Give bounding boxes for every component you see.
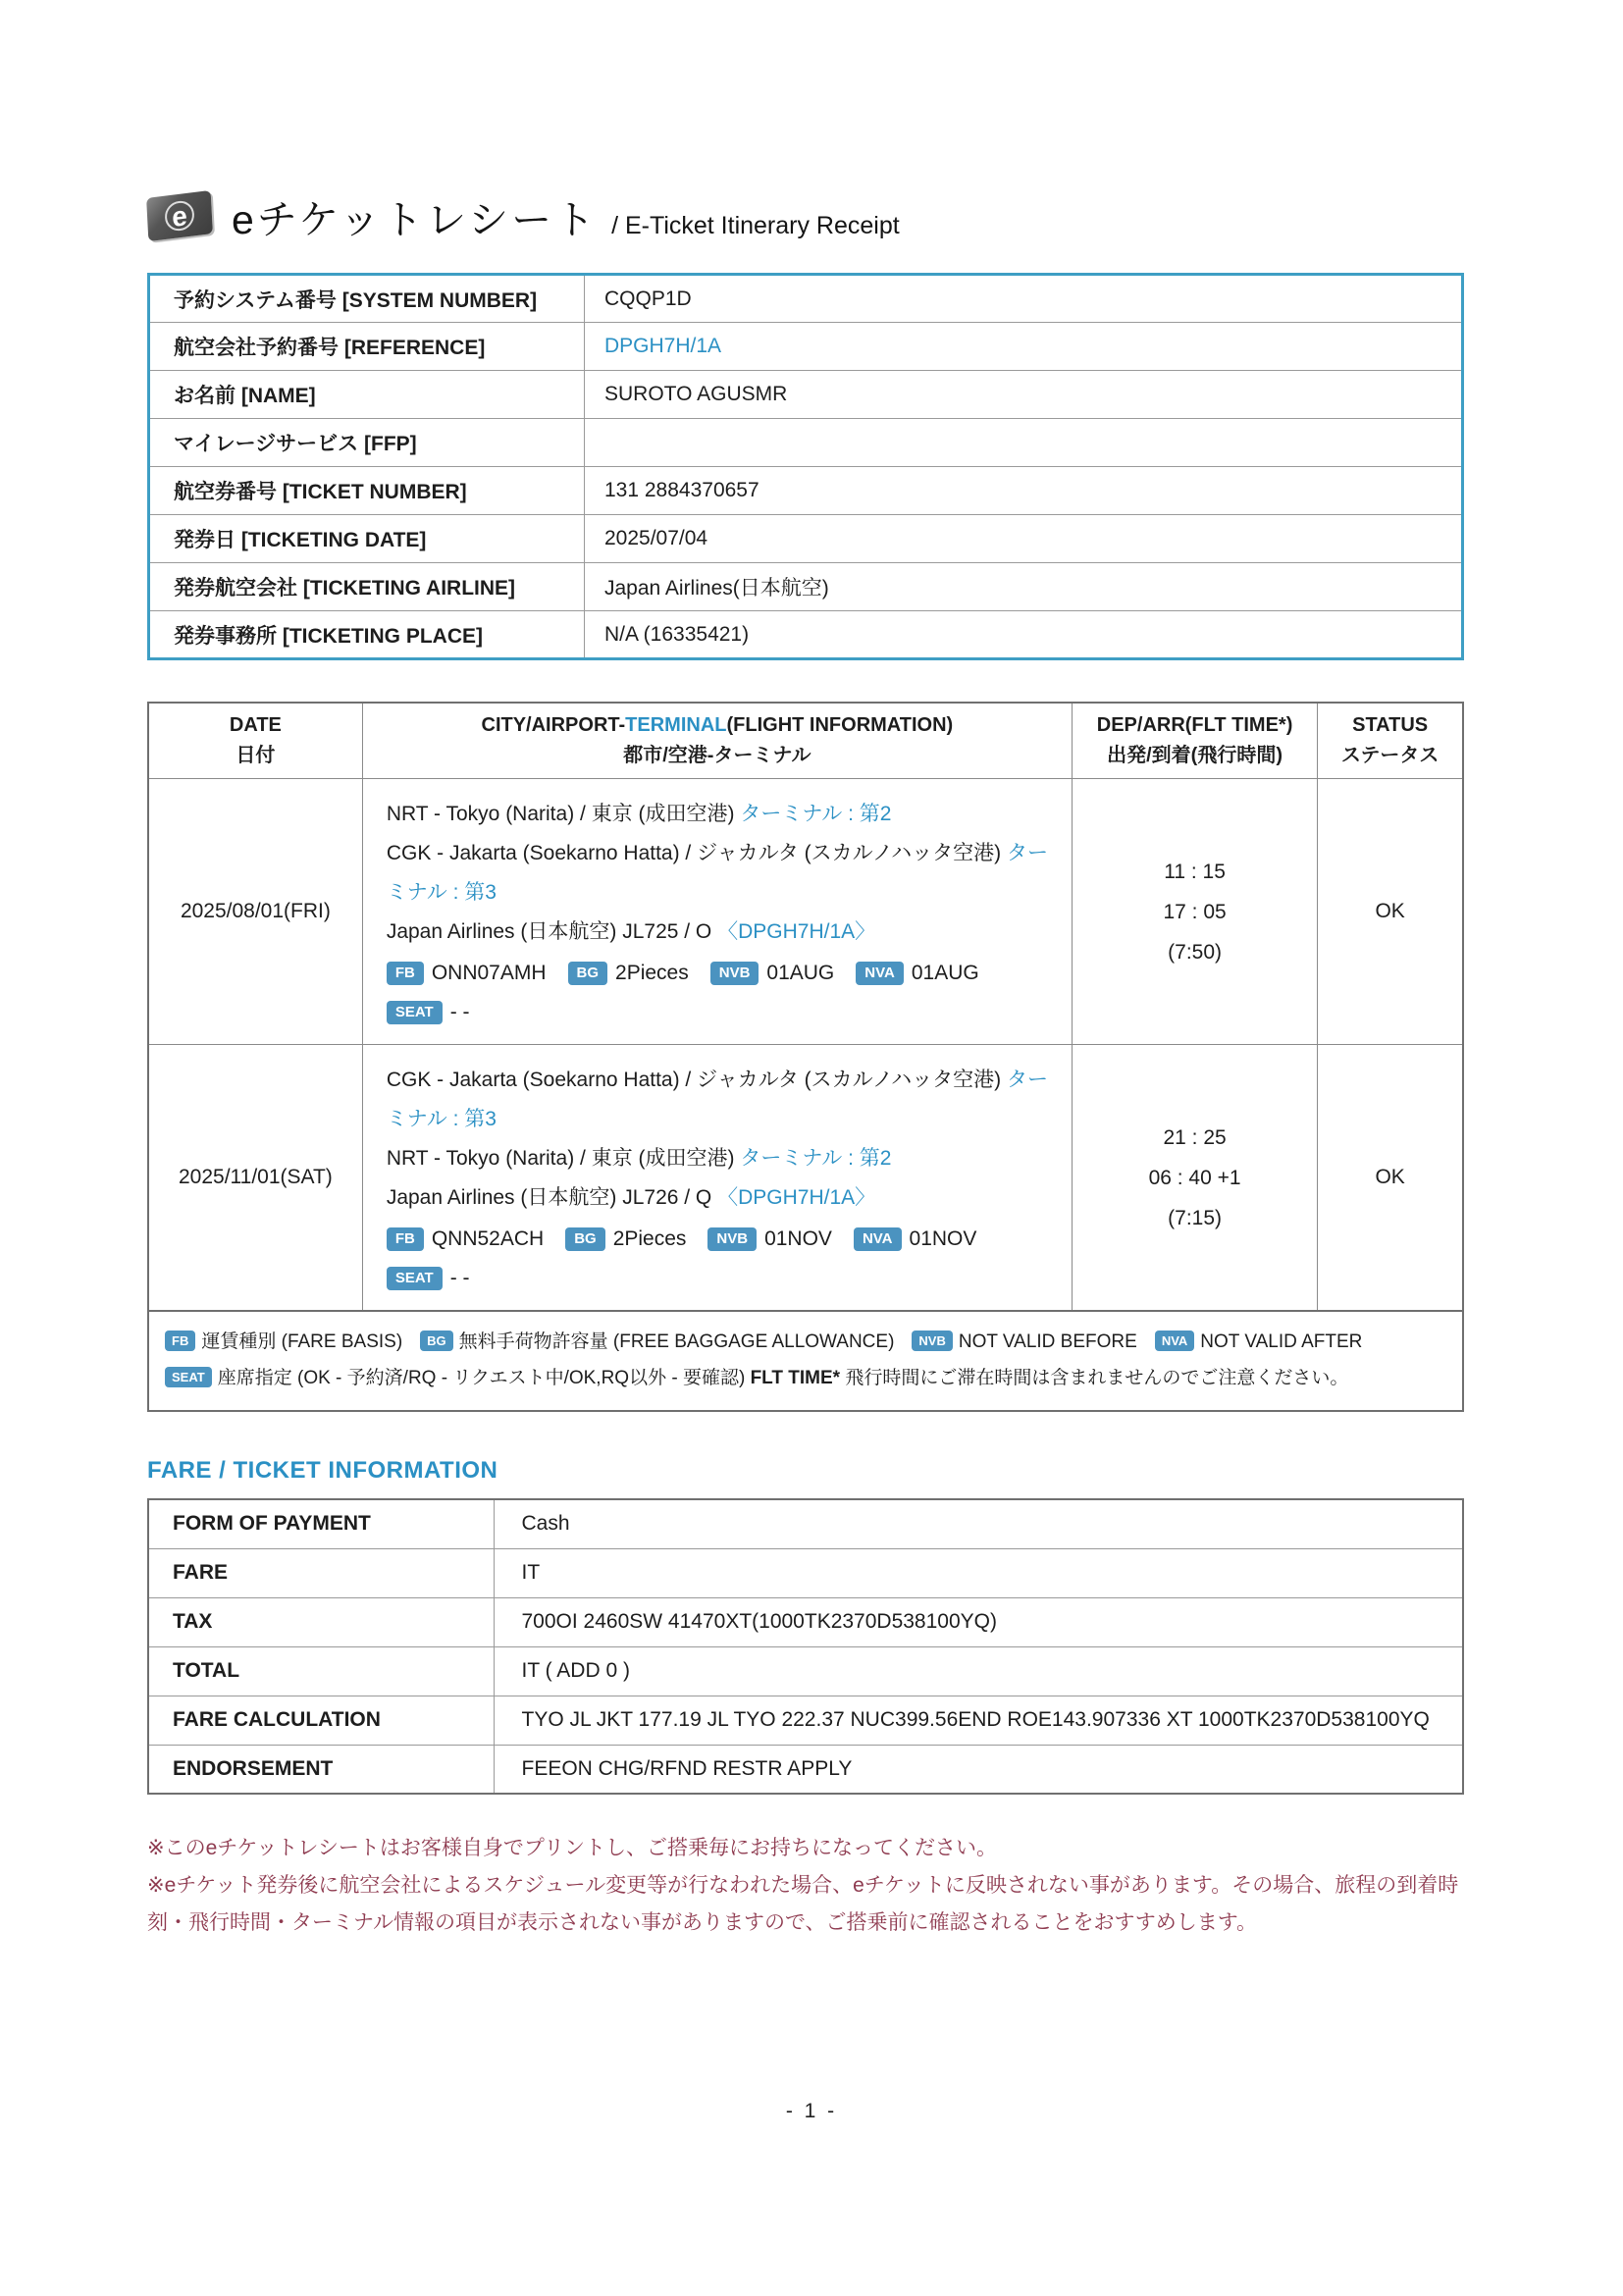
note-schedule-change: ※eチケット発券後に航空会社によるスケジュール変更等が行なわれた場合、eチケットに反映されない事があります。その場合、旅程の到着時刻・飛行時間・ターミナル情報の項目が表示されない事がありますので、ご搭乗前に確認されることをおすすめします。	[147, 1874, 1459, 1934]
note-print-reminder: ※このeチケットレシートはお客様自身でプリントし、ご搭乗毎にお持ちになってください。	[147, 1837, 998, 1859]
nva-badge: NVA	[1155, 1331, 1194, 1351]
flight-date: 2025/11/01(SAT)	[148, 1045, 362, 1312]
departure-airport-line	[387, 795, 1054, 834]
table-row	[148, 1548, 1463, 1597]
seat-badge: SEAT	[387, 1267, 443, 1290]
arrival-airport: NRT - Tokyo (Narita) / 東京 (成田空港)	[386, 1147, 741, 1170]
table-row	[149, 563, 1463, 611]
title-group	[232, 187, 900, 245]
table-row	[149, 515, 1463, 563]
status-header-en: STATUS	[1352, 714, 1429, 736]
fare-basis-value: ONN07AMH	[431, 962, 547, 984]
fare-label: FARE	[148, 1548, 494, 1597]
nvb-value: 01AUG	[766, 962, 835, 984]
bg-badge: BG	[420, 1331, 453, 1351]
date-header-en: DATE	[229, 714, 282, 736]
fare-badge-line	[387, 954, 1054, 1032]
fare-calculation-value: TYO JL JKT 177.19 JL TYO 222.37 NUC399.56END ROE143.907336 XT 1000TK2370D538100YQ	[494, 1696, 1463, 1745]
bg-legend-text: 無料手荷物許容量 (FREE BAGGAGE ALLOWANCE)	[458, 1331, 895, 1352]
endorsement-value: FEEON CHG/RFND RESTR APPLY	[521, 1756, 853, 1780]
column-header-city	[362, 703, 1072, 779]
table-row	[149, 611, 1463, 659]
departure-time: 21 : 25	[1163, 1125, 1227, 1149]
ticketing-place-label: 発券事務所 [TICKETING PLACE]	[149, 611, 585, 659]
fare-calculation-label: FARE CALCULATION	[148, 1696, 494, 1745]
ticket-number-value: 131 2884370657	[585, 467, 1463, 515]
booking-reference: 〈DPGH7H/1A〉	[717, 920, 876, 943]
endorsement-label: ENDORSEMENT	[148, 1745, 494, 1794]
arrival-terminal: ターミナル : 第2	[740, 1147, 892, 1170]
legend-line-1	[165, 1324, 1448, 1360]
table-row	[148, 1597, 1463, 1646]
flt-time-note: 飛行時間にご滞在時間は含まれませんのでご注意ください。	[840, 1368, 1349, 1388]
table-row	[149, 371, 1463, 419]
arrival-airport: CGK - Jakarta (Soekarno Hatta) / ジャカルタ (スカルノハッタ空港)	[386, 842, 1007, 864]
form-of-payment-value: Cash	[494, 1499, 1463, 1548]
ffp-label: マイレージサービス [FFP]	[149, 419, 585, 467]
fare-section-heading: FARE / TICKET INFORMATION	[147, 1457, 498, 1484]
booking-info-table	[147, 273, 1464, 660]
page-title-japanese: eチケットレシート	[232, 196, 599, 242]
nva-value: 01NOV	[909, 1227, 977, 1250]
city-header-terminal: TERMINAL	[625, 714, 727, 736]
fb-badge: FB	[387, 962, 424, 985]
important-notes	[147, 1830, 1464, 1942]
arrival-terminal: ターミナル : 第3	[386, 842, 1048, 904]
airline-flight-number: Japan Airlines (日本航空) JL726 / Q	[386, 1186, 718, 1209]
nvb-badge: NVB	[710, 962, 759, 985]
dep-header-jp: 出発/到着(飛行時間)	[1107, 745, 1283, 766]
airline-flight-line	[387, 913, 1054, 952]
seat-value: - -	[449, 1001, 470, 1023]
departure-time: 11 : 15	[1164, 860, 1226, 883]
system-number-value: CQQP1D	[585, 275, 1463, 323]
table-row	[149, 323, 1463, 371]
badge-legend	[147, 1312, 1464, 1412]
fare-basis-value: QNN52ACH	[431, 1227, 545, 1250]
departure-terminal: ターミナル : 第2	[740, 803, 892, 825]
airline-flight-number: Japan Airlines (日本航空) JL725 / O	[386, 920, 718, 943]
page-number: - 1 -	[785, 2100, 838, 2122]
flight-row-outbound	[148, 779, 1463, 1045]
page-title-english: / E-Ticket Itinerary Receipt	[611, 211, 900, 239]
arrival-time: 17 : 05	[1163, 900, 1227, 923]
page-content	[147, 0, 1464, 1942]
departure-airport: CGK - Jakarta (Soekarno Hatta) / ジャカルタ (スカルノハッタ空港)	[386, 1069, 1007, 1091]
ticket-number-label: 航空券番号 [TICKET NUMBER]	[149, 467, 585, 515]
reference-value: DPGH7H/1A	[585, 323, 1463, 371]
departure-airport-line	[387, 1061, 1054, 1139]
nvb-value: 01NOV	[764, 1227, 832, 1250]
column-header-date	[148, 703, 362, 779]
nva-badge: NVA	[856, 962, 904, 985]
form-of-payment-label: FORM OF PAYMENT	[148, 1499, 494, 1548]
column-header-dep-arr	[1072, 703, 1317, 779]
column-header-status	[1318, 703, 1463, 779]
status-value: OK	[1318, 779, 1463, 1045]
city-header-jp: 都市/空港-ターミナル	[623, 745, 812, 766]
ticketing-date-label: 発券日 [TICKETING DATE]	[149, 515, 585, 563]
ticketing-place-value: N/A (16335421)	[604, 622, 750, 646]
fare-value: IT	[494, 1548, 1463, 1597]
itinerary-table	[147, 702, 1464, 1312]
name-label: お名前 [NAME]	[149, 371, 585, 419]
table-row	[149, 419, 1463, 467]
table-row	[149, 467, 1463, 515]
nva-legend-text: NOT VALID AFTER	[1200, 1331, 1363, 1352]
reference-label: 航空会社予約番号 [REFERENCE]	[149, 323, 585, 371]
ticketing-date-value: 2025/07/04	[585, 515, 1463, 563]
ffp-value	[585, 419, 1463, 467]
ticketing-airline-label: 発券航空会社 [TICKETING AIRLINE]	[149, 563, 585, 611]
eticket-icon-letter: e	[164, 199, 194, 233]
seat-badge: SEAT	[387, 1001, 443, 1024]
seat-legend-text: 座席指定 (OK - 予約済/RQ - リクエスト中/OK,RQ以外 - 要確認)	[217, 1368, 746, 1388]
tax-value: 700OI 2460SW 41470XT(1000TK2370D538100YQ)	[494, 1597, 1463, 1646]
nva-badge: NVA	[854, 1227, 902, 1251]
dep-arr-times-cell	[1072, 779, 1317, 1045]
itinerary-header-row	[148, 703, 1463, 779]
status-value: OK	[1318, 1045, 1463, 1312]
nvb-badge: NVB	[912, 1331, 952, 1351]
flt-time-label: FLT TIME*	[750, 1368, 841, 1388]
flight-date: 2025/08/01(FRI)	[148, 779, 362, 1045]
table-row	[148, 1646, 1463, 1696]
fb-legend-text: 運賃種別 (FARE BASIS)	[201, 1331, 403, 1352]
legend-line-2	[165, 1360, 1448, 1396]
fb-badge: FB	[165, 1331, 195, 1351]
date-header-jp: 日付	[236, 745, 276, 766]
city-header-en2: (FLIGHT INFORMATION)	[726, 714, 954, 736]
arrival-time: 06 : 40 +1	[1148, 1166, 1241, 1189]
nvb-badge: NVB	[707, 1227, 757, 1251]
ticketing-airline-value: Japan Airlines(日本航空)	[585, 563, 1463, 611]
flight-row-return	[148, 1045, 1463, 1312]
table-row	[148, 1499, 1463, 1548]
status-header-jp: ステータス	[1340, 745, 1440, 766]
airline-flight-line	[387, 1178, 1054, 1218]
flight-info-cell	[362, 779, 1072, 1045]
dep-arr-times-cell	[1072, 1045, 1317, 1312]
name-value: SUROTO AGUSMR	[585, 371, 1463, 419]
arrival-airport-line	[387, 1139, 1054, 1178]
nvb-legend-text: NOT VALID BEFORE	[958, 1331, 1137, 1352]
fare-info-table	[147, 1498, 1464, 1795]
bg-badge: BG	[568, 962, 608, 985]
total-label: TOTAL	[148, 1646, 494, 1696]
tax-label: TAX	[148, 1597, 494, 1646]
bg-badge: BG	[565, 1227, 605, 1251]
table-row	[148, 1745, 1463, 1794]
arrival-airport-line	[387, 834, 1054, 913]
flight-time: (7:15)	[1168, 1206, 1222, 1229]
fb-badge: FB	[387, 1227, 424, 1251]
dep-header-en: DEP/ARR(FLT TIME*)	[1096, 714, 1293, 736]
table-row	[148, 1696, 1463, 1745]
fare-badge-line	[387, 1220, 1054, 1298]
booking-reference: 〈DPGH7H/1A〉	[717, 1186, 876, 1209]
document-header	[147, 184, 1464, 247]
total-value: IT ( ADD 0 )	[494, 1646, 1463, 1696]
city-header-en: CITY/AIRPORT-	[481, 714, 626, 736]
seat-badge: SEAT	[165, 1367, 212, 1387]
table-row	[149, 275, 1463, 323]
seat-value: - -	[449, 1267, 470, 1289]
flight-time: (7:50)	[1168, 940, 1222, 964]
baggage-value: 2Pieces	[615, 962, 689, 984]
departure-airport: NRT - Tokyo (Narita) / 東京 (成田空港)	[386, 803, 741, 825]
system-number-label: 予約システム番号 [SYSTEM NUMBER]	[149, 275, 585, 323]
flight-info-cell	[362, 1045, 1072, 1312]
nva-value: 01AUG	[911, 962, 979, 984]
eticket-icon	[146, 190, 213, 241]
baggage-value: 2Pieces	[612, 1227, 687, 1250]
departure-terminal: ターミナル : 第3	[386, 1069, 1048, 1130]
